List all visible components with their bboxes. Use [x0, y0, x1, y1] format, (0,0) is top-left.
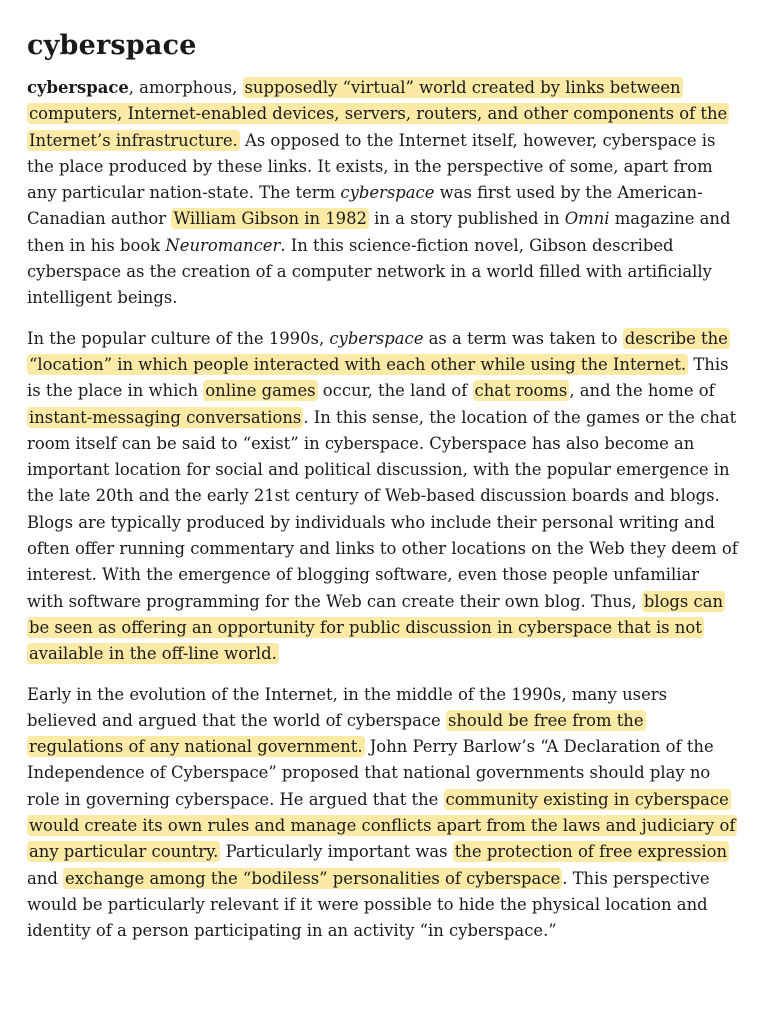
text-span: As opposed to the Internet itself, however, cyberspace is the place produced by these links. It exists, in the perspective of some, apart from any particular nation-state. The term	[27, 130, 716, 203]
highlight[interactable]: chat rooms	[474, 381, 568, 401]
highlight[interactable]: instant-messaging conversations	[29, 407, 302, 427]
text-span: as a term was taken to	[423, 328, 623, 348]
text-span: This is the place in which	[27, 354, 729, 401]
italic-term: cyberspace	[329, 328, 424, 348]
italic-term: Neuromancer	[165, 235, 281, 255]
text-span: . In this sense, the location of the games or the chat room itself can be said to “exist” in cyberspace. Cyberspace has also become an important location for social and political discussion, with the popular emergence in the late 20th and the early 21st century of Web-based discussion boards and blogs. Blogs are typically produced by individuals who include their personal writing and often offer running commentary and links to other locations on the Web they deem of interest. With the emergence of blogging software, even those people unfamiliar with software programming for the Web can create their own blog. Thus,	[27, 407, 738, 611]
paragraph-2	[27, 326, 740, 668]
text-span: . This perspective would be particularly relevant if it were possible to hide the physical location and identity of a person participating in an activity “in cyberspace.”	[27, 868, 710, 941]
highlight[interactable]: online games	[205, 381, 316, 401]
text-span: , amorphous,	[128, 78, 243, 97]
highlight[interactable]: blogs can be seen as offering an opportunity for public discussion in cyberspace that is not available in the off-line world.	[29, 591, 724, 664]
highlight[interactable]: exchange among the “bodiless” personalities of cyberspace	[65, 868, 561, 888]
highlight[interactable]: supposedly “virtual” world created by links between computers, Internet-enabled devices, servers, routers, and other components of the Internet’s infrastructure.	[29, 78, 728, 150]
defined-term: cyberspace	[27, 78, 129, 97]
italic-term: cyberspace	[340, 183, 435, 203]
highlight[interactable]: William Gibson in 1982	[173, 209, 367, 229]
paragraph-1	[27, 75, 740, 312]
highlight[interactable]: describe the “location” in which people interacted with each other while using the Internet.	[29, 328, 728, 374]
paragraph-3	[27, 682, 740, 945]
page-title: cyberspace	[27, 30, 197, 61]
highlight[interactable]: the protection of free expression	[454, 842, 728, 862]
highlight[interactable]: should be free from the regulations of any national government.	[29, 710, 644, 757]
text-span: occur, the land of	[317, 381, 473, 401]
text-span: in a story published in	[368, 209, 565, 229]
highlight[interactable]: community existing in cyberspace would create its own rules and manage conflicts apart from the laws and judiciary of any particular country.	[29, 789, 736, 862]
text-span: Particularly important was	[220, 842, 453, 862]
text-span: magazine and then in his book	[27, 209, 731, 255]
text-span: , and the home of	[569, 381, 715, 401]
text-span: and	[27, 868, 64, 888]
text-span: was first used by the American-Canadian author	[27, 183, 703, 229]
text-span: Early in the evolution of the Internet, in the middle of the 1990s, many users believed and argued that the world of cyberspace	[27, 684, 668, 730]
text-span: In the popular culture of the 1990s,	[27, 328, 330, 348]
text-span: . In this science-fiction novel, Gibson described cyberspace as the creation of a computer network in a world filled with artificially intelligent beings.	[27, 235, 712, 308]
text-span: John Perry Barlow’s “A Declaration of the Independence of Cyberspace” proposed that national governments should play no role in governing cyberspace. He argued that the	[27, 737, 714, 809]
italic-term: Omni	[564, 209, 610, 229]
